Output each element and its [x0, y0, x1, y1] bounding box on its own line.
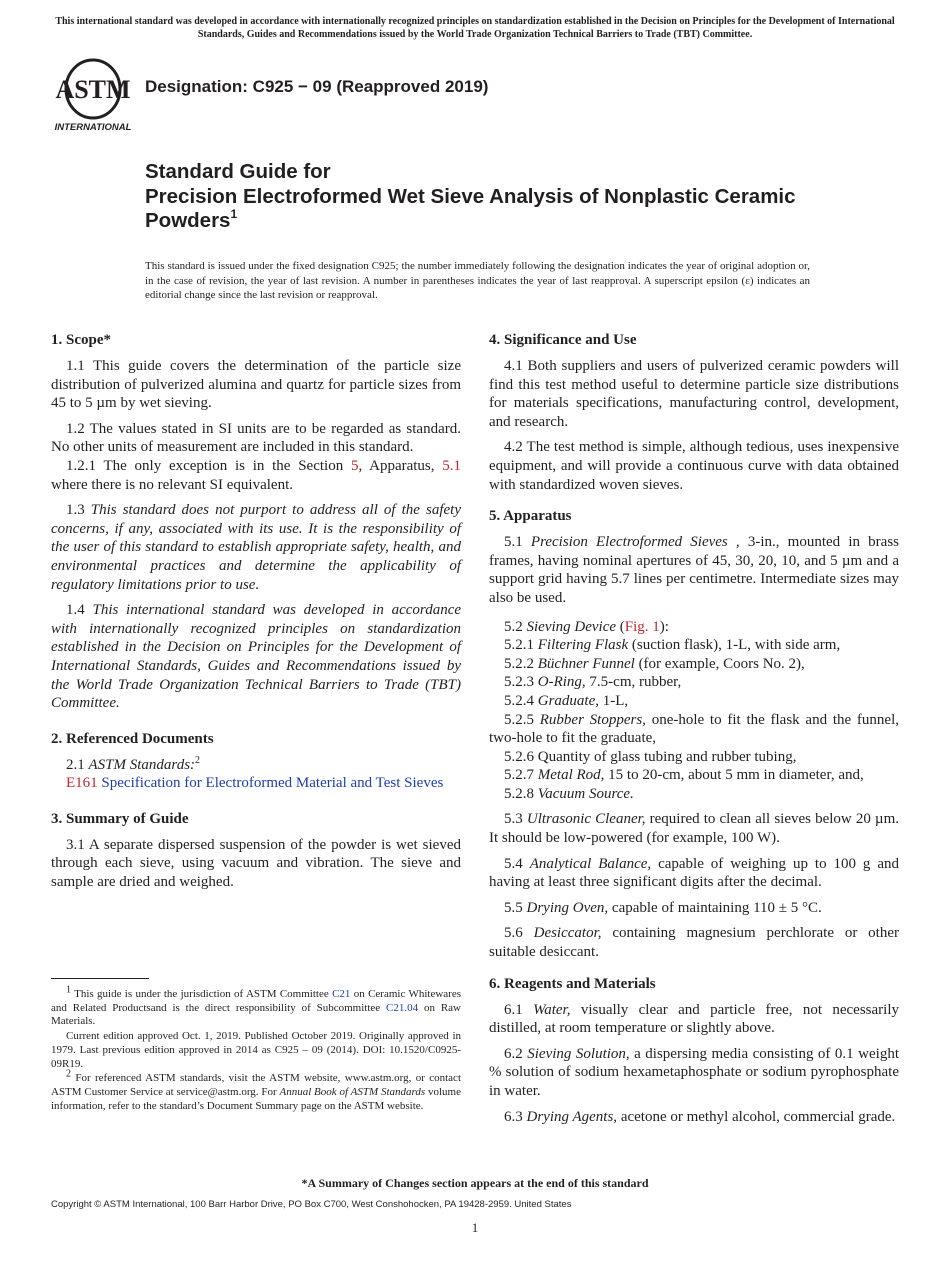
section-heading: 2. Referenced Documents	[51, 730, 214, 747]
paragraph-5-3: 5.3 Ultrasonic Cleaner, required to clean all sieves below 20 µm. It should be low-powered (for example, 100 W).	[489, 811, 899, 847]
paragraph-4-1: 4.1 Both suppliers and users of pulverized ceramic powders will find this test method useful to determine particle size distributions for materials specifications, manufacturing control, development, and research.	[489, 358, 899, 430]
paragraph-1-1: 1.1 This guide covers the determination of the particle size distribution of pulverized alumina and quartz for particle sizes from 45 to 5 µm by wet sieving.	[51, 358, 461, 412]
paragraph-2-1: 2.1 ASTM Standards:$^2$	[66, 754, 201, 773]
section-significance	[489, 330, 899, 494]
svg-text:ASTM: ASTM	[55, 75, 131, 104]
section-heading: 4. Significance and Use	[489, 332, 637, 348]
committee-c21-link[interactable]: C21	[332, 988, 351, 1000]
document-title	[145, 160, 845, 234]
ref-title-link[interactable]: Specification for Electroformed Material and Test Sieves	[97, 775, 444, 792]
section-heading: 1. Scope*	[51, 332, 111, 348]
subcommittee-c21-04-link[interactable]: C21.04	[386, 1001, 419, 1014]
section-5-1-link[interactable]: 5.1	[442, 457, 462, 474]
section-heading: 3. Summary of Guide	[51, 810, 189, 827]
paragraph-6-2: 6.2 Sieving Solution, a dispersing media consisting of 0.1 weight % solution of sodium hexametaphosphate or sodium pyrophosphate in water.	[489, 1045, 899, 1099]
paragraph-5-2-6: 5.2.6 Quantity of glass tubing and rubber tubing,	[504, 748, 797, 765]
footnote-divider	[51, 978, 149, 979]
designation: Designation: C925 − 09 (Reapproved 2019)	[145, 77, 489, 96]
paragraph-6-1: 6.1 Water, visually clear and particle free, not necessarily distilled, at room temperature or slightly above.	[489, 1001, 899, 1037]
paragraph-5-2-1: 5.2.1 Filtering Flask (suction flask), 1-L, with side arm,	[504, 637, 841, 654]
astm-logo	[52, 56, 134, 134]
paragraph-5-2-2: 5.2.2 Büchner Funnel (for example, Coors No. 2),	[504, 655, 805, 672]
reference-e161[interactable]	[51, 774, 461, 793]
paragraph-3-1: 3.1 A separate dispersed suspension of the powder is wet sieved through each sieve, using vacuum and vibration. The sieve and sample are dried and weighed.	[51, 836, 461, 891]
paragraph-5-2-3: 5.2.3 O-Ring, 7.5-cm, rubber,	[504, 674, 682, 691]
paragraph-5-2-4: 5.2.4 Graduate, 1-L,	[504, 692, 629, 709]
copyright: Copyright © ASTM International, 100 Barr Harbor Drive, PO Box C700, West Conshohocken, PA 19428-2959. United States	[51, 1199, 572, 1210]
figure-1-link[interactable]: Fig. 1	[624, 618, 660, 635]
section-summary-of-guide	[51, 809, 461, 892]
paragraph-1-2-1: 1.2.1 The only exception is in the Section 5, Apparatus, 5.1 where there is no relevant SI equivalent.	[51, 457, 462, 493]
ref-code-link[interactable]: E161	[66, 775, 98, 792]
section-heading: 6. Reagents and Materials	[489, 975, 656, 992]
paragraph-5-2-7: 5.2.7 Metal Rod, 15 to 20-cm, about 5 mm in diameter, and,	[504, 767, 864, 784]
footnote-2: $^2$ For referenced ASTM standards, visit the ASTM website, www.astm.org, or contact ASTM Customer Service at service@astm.org. For Annual Book of ASTM Standards volume information, refer to the standard’s Document Summary page on the ASTM website.	[51, 1068, 461, 1112]
paragraph-1-4: 1.4 This international standard was developed in accordance with internationally recognized principles on standardization established in the Decision on Principles for the Development of International Standards, Guides and Recommendations issued by the World Trade Organization Technical Barriers to Trade (TBT) Committee.	[51, 602, 462, 712]
section-reagents	[489, 974, 899, 1127]
paragraph-5-4: 5.4 Analytical Balance, capable of weighing up to 100 g and having at least three significant digits after the decimal.	[489, 855, 900, 891]
paragraph-6-3: 6.3 Drying Agents, acetone or methyl alcohol, commercial grade.	[504, 1108, 896, 1125]
paragraph-5-2-8: 5.2.8 Vacuum Source.	[504, 785, 634, 802]
right-column	[489, 330, 899, 1138]
section-5-link[interactable]: 5	[350, 457, 359, 474]
section-referenced-documents	[51, 729, 461, 793]
top-note: This international standard was developed in accordance with internationally recognized principles on standardization established in the Decision on Principles for the Development of International Standards, Guides and Recommendations issued by the World Trade Organization Technical Barriers to Trade (TBT) Committee.	[55, 16, 895, 40]
paragraph-5-2-5: 5.2.5 Rubber Stoppers, one-hole to fit the flask and the funnel, two-hole to fit the graduate,	[489, 711, 899, 747]
paragraph-1-2: 1.2 The values stated in SI units are to be regarded as standard. No other units of measurement are included in this standard.	[51, 420, 461, 456]
footnote-current-edition: Current edition approved Oct. 1, 2019. Published October 2019. Originally approved in 1979. Last previous edition approved in 2014 as C925 – 09 (2014). DOI: 10.1520/C0925-09R19.	[51, 1030, 461, 1070]
title-line-2: Precision Electroformed Wet Sieve Analysis of Nonplastic Ceramic Powders$^1$	[145, 184, 796, 232]
footnotes	[51, 984, 461, 1114]
svg-text:INTERNATIONAL: INTERNATIONAL	[54, 122, 132, 133]
paragraph-5-5: 5.5 Drying Oven, capable of maintaining 110 ± 5 °C.	[504, 899, 822, 916]
paragraph-5-1: 5.1 Precision Electroformed Sieves , 3-in., mounted in brass frames, having nominal apertures of 45, 30, 20, 10, and 5 µm and a support grid having 5.7 lines per centimetre. Intermediate sizes may also be used.	[489, 534, 900, 606]
paragraph-1-3: 1.3 This standard does not purport to address all of the safety concerns, if any, associated with its use. It is the responsibility of the user of this standard to establish appropriate safety, health, and environmental practices and determine the applicability of regulatory limitations prior to use.	[51, 502, 461, 593]
page-number: 1	[471, 1220, 479, 1235]
section-scope	[51, 330, 461, 713]
left-column	[51, 330, 461, 904]
paragraph-5-6: 5.6 Desiccator, containing magnesium perchlorate or other suitable desiccant.	[489, 925, 900, 961]
section-apparatus	[489, 506, 899, 961]
paragraph-4-2: 4.2 The test method is simple, although tedious, uses inexpensive equipment, and will provide a continuous curve with data obtained with standardized woven sieves.	[489, 439, 899, 493]
title-line-1: Standard Guide for	[145, 160, 331, 183]
issued-note: This standard is issued under the fixed designation C925; the number immediately following the designation indicates the year of original adoption or, in the case of revision, the year of last revision. A number in parentheses indicates the year of last reapproval. A superscript epsilon (ε) indicates an editorial change since the last revision or reapproval.	[145, 260, 810, 301]
section-heading: 5. Apparatus	[489, 508, 572, 525]
summary-of-changes-note: *A Summary of Changes section appears at the end of this standard	[301, 1176, 649, 1190]
paragraph-5-2: 5.2 Sieving Device (Fig. 1):	[504, 618, 669, 635]
title-footnote-mark: 1	[230, 207, 238, 221]
footnote-1: $^1$ This guide is under the jurisdiction of ASTM Committee C21 on Ceramic Whitewares and Related Productsand is the direct responsibility of Subcommittee C21.04 on Raw Materials.	[51, 984, 461, 1028]
